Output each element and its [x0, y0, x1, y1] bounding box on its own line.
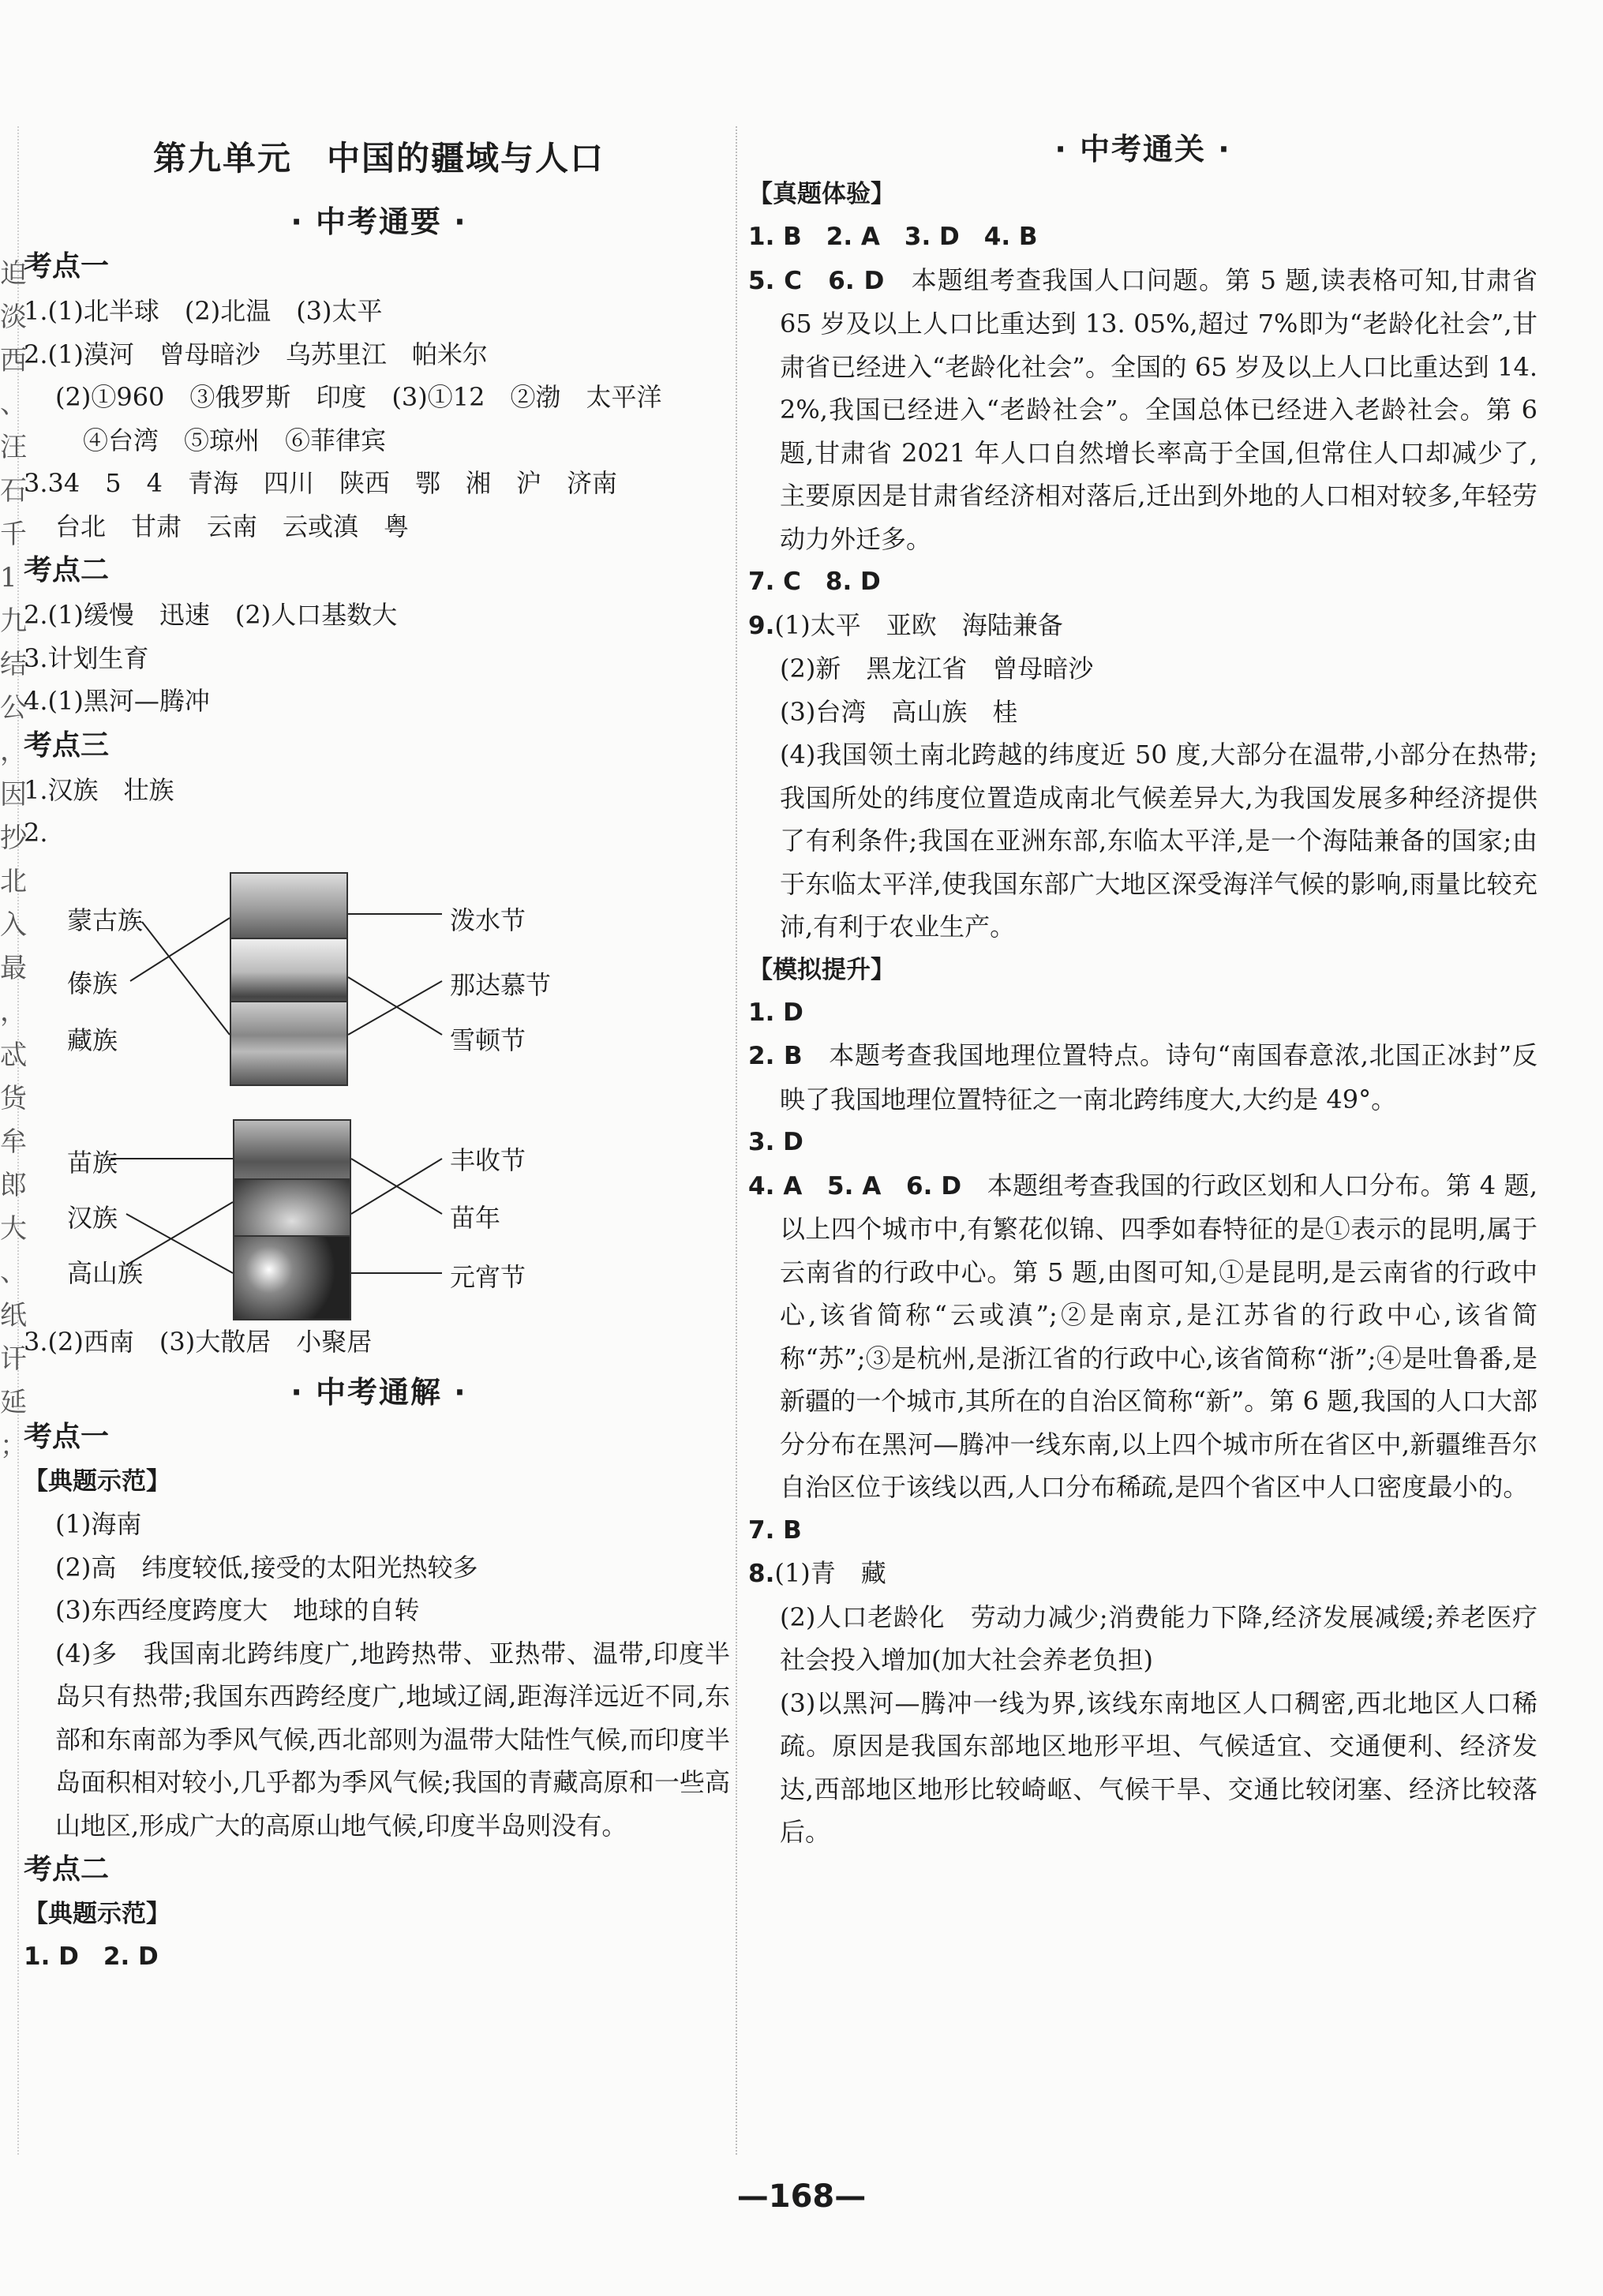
ethnic-gaoshan: 高山族: [67, 1257, 144, 1288]
answer-sub-paragraph: (4)我国领土南北跨越的纬度近 50 度,大部分在温带,小部分在热带;我国所处的纬度位置造成南北气候差异大,为我国发展多种经济提供了有利条件;我国在亚洲东部,东临太平洋,是一个海陆兼备的国家;由于东临太平洋,使我国东部广大地区深受海洋气候的影响,雨量比较充沛,有利于农业生产。: [780, 740, 1537, 942]
edge-char: 公: [0, 692, 27, 724]
edge-char: 讦: [0, 1343, 27, 1375]
festival-harvest: 丰收节: [450, 1144, 526, 1175]
section-title-tongguan: · 中考通关 ·: [1054, 132, 1231, 167]
k2-line: 4.(1)黑河—腾冲: [24, 686, 210, 716]
k3-line: 1.汉族 壮族: [24, 774, 174, 805]
edge-char: 结: [0, 649, 27, 680]
edge-char: 货: [0, 1083, 27, 1114]
festival-naadam: 那达慕节: [450, 969, 552, 1000]
answer-line: 7. C 8. D: [748, 567, 881, 596]
photo-shoton-festival: [230, 1001, 348, 1086]
answer-number: 5. C 6. D: [748, 266, 885, 295]
answer-sub: (3)台湾 高山族 桂: [780, 696, 1018, 727]
edge-char: 郎: [0, 1170, 27, 1201]
edge-char: 迫: [0, 258, 27, 290]
ethnic-han: 汉族: [67, 1202, 118, 1233]
answer-sub: (2)新 黑龙江省 曾母暗沙: [780, 654, 1094, 684]
edge-char: 淡: [0, 302, 27, 333]
k3-line: 2.: [24, 818, 48, 848]
kaodian-2-heading: 考点二: [24, 554, 110, 586]
answer-line: 1. B 2. A 3. D 4. B: [748, 223, 1038, 251]
edge-char: ；: [0, 1430, 27, 1462]
answer-paragraph: [748, 259, 1537, 561]
edge-char: 西: [0, 345, 27, 376]
answer-sub: (1)太平 亚欧 海陆兼备: [774, 609, 1063, 640]
edge-char: 、: [0, 388, 27, 420]
bracket-heading: 【真题体验】: [748, 180, 895, 208]
answer-sub-paragraph: (2)人口老龄化 劳动力减少;消费能力下降,经济发展减缓;养老医疗社会投入增加(加大社会养老负担): [780, 1601, 1537, 1675]
example-line: (1)海南: [55, 1509, 142, 1539]
edge-char: 忒: [0, 1039, 27, 1071]
k2-line: 3.计划生育: [24, 642, 149, 673]
answer-explanation: 本题考查我国地理位置特点。诗句“南国春意浓,北国正冰封”反映了我国地理位置特征之一南北跨纬度大,大约是 49°。: [780, 1040, 1537, 1114]
k3-line: 3.(2)西南 (3)大散居 小聚居: [24, 1326, 373, 1357]
edge-char: ，: [0, 996, 27, 1028]
kaodian-1-heading: 考点一: [24, 250, 110, 283]
kaodian-2b-heading: 考点二: [24, 1853, 110, 1886]
answer-line: [748, 1552, 1537, 1596]
k1-line: 3.34 5 4 青海 四川 陕西 鄂 湘 沪 济南: [24, 468, 617, 498]
festival-lantern: 元宵节: [450, 1261, 526, 1292]
example-paragraph: (4)多 我国南北跨纬度广,地跨热带、亚热带、温带,印度半岛只有热带;我国东西跨经度广,地域辽阔,距海洋远近不同,东部和东南部为季风气候,西北部则为温带大陆性气候,而印度半岛面积相对较小,几乎都为季风气候;我国的青藏高原和一些高山地区,形成广大的高原山地气候,印度半岛则没有。: [55, 1638, 730, 1841]
edge-char: 大: [0, 1213, 27, 1245]
answer-number: 9.: [748, 611, 775, 640]
photo-lantern-festival: [233, 1235, 351, 1320]
answer-number: 4. A 5. A 6. D: [748, 1171, 962, 1200]
ethnic-tibetan: 藏族: [67, 1024, 118, 1055]
edge-char: ，: [0, 736, 27, 767]
edge-char: 最: [0, 953, 27, 984]
cut-off-edge-text: [0, 253, 27, 1468]
kaodian-1b-heading: 考点一: [24, 1421, 110, 1453]
answer-sub-paragraph: (3)以黑河—腾冲一线为界,该线东南地区人口稠密,西北地区人口稀疏。原因是我国东部地区地形平坦、气候适宜、交通便利、经济发达,西部地区地形比较崎岖、气候干旱、交通比较闭塞、经济比较落后。: [780, 1687, 1537, 1847]
k1-line: 台北 甘肃 云南 云或滇 粤: [55, 511, 410, 541]
k2-line: 2.(1)缓慢 迅速 (2)人口基数大: [24, 600, 398, 630]
page-number: —168—: [736, 2178, 867, 2215]
edge-char: 因: [0, 779, 27, 811]
answer-paragraph: [748, 1034, 1537, 1121]
edge-char: 牟: [0, 1126, 27, 1158]
edge-char: 1: [0, 562, 17, 594]
answer-number: 8.: [748, 1560, 775, 1588]
edge-char: 纸: [0, 1300, 27, 1332]
festival-water-splashing: 泼水节: [450, 905, 526, 935]
unit-title: 第九单元 中国的疆域与人口: [152, 139, 605, 178]
edge-char: 千: [0, 519, 27, 550]
k1-line: ④台湾 ⑤琼州 ⑥菲律宾: [83, 425, 387, 455]
bracket-heading: 【典题示范】: [24, 1467, 170, 1496]
ethnic-festival-matching-diagram: [24, 855, 734, 1439]
answer-number: 2. B: [748, 1042, 803, 1070]
edge-char: 、: [0, 1257, 27, 1288]
edge-char: 入: [0, 909, 27, 941]
answer-line: 1. D: [748, 998, 803, 1027]
example-line: (3)东西经度跨度大 地球的自转: [55, 1595, 420, 1625]
kaodian-3-heading: 考点三: [24, 729, 110, 762]
answer-line: [748, 604, 1537, 648]
right-column: [748, 118, 1537, 1854]
bracket-heading: 【典题示范】: [24, 1900, 170, 1928]
ethnic-miao: 苗族: [67, 1147, 118, 1178]
answer-line: 1. D 2. D: [24, 1942, 159, 1971]
section-title-tongjie: · 中考通解 ·: [290, 1375, 467, 1410]
answer-explanation: 本题组考查我国的行政区划和人口分布。第 4 题,以上四个城市中,有繁花似锦、四季如春特征的是①表示的昆明,属于云南省的行政中心。第 5 题,由图可知,①是昆明,是云南省的行政中心,该省简称“云或滇”;②是南京,是江苏省的行政中心,该省简称“苏”;③是杭州,是浙江省的行政中心,该省简称“浙”;④是吐鲁番,是新疆的一个城市,其所在的自治区简称“新”。第 6 题,我国的人口大部分分布在黑河—腾冲一线东南,以上四个城市所在省区中,新疆维吾尔自治区位于该线以西,人口分布稀疏,是四个省区中人口密度最小的。: [780, 1170, 1537, 1502]
bracket-heading: 【模拟提升】: [748, 955, 895, 984]
edge-char: 九: [0, 605, 27, 637]
k1-line: 1.(1)北半球 (2)北温 (3)太平: [24, 296, 383, 326]
matching-lines: [24, 855, 734, 1439]
k1-line: 2.(1)漠河 曾母暗沙 乌苏里江 帕米尔: [24, 339, 488, 369]
edge-char: 北: [0, 866, 27, 897]
answer-line: 3. D: [748, 1128, 803, 1156]
answer-paragraph: [748, 1164, 1537, 1509]
ethnic-dai: 傣族: [67, 968, 118, 998]
answer-explanation: 本题组考查我国人口问题。第 5 题,读表格可知,甘肃省 65 岁及以上人口比重达到 13. 05%,超过 7%即为“老龄化社会”,甘肃省已经进入“老龄化社会”。全国的 65 岁及以上人口比重达到 14. 2%,我国已经进入“老龄社会”。全国总体已经进入老龄社会。第 6 题,甘肃省 2021 年人口自然增长率高于全国,但常住人口却减少了,主要原因是甘肃省经济相对落后,迁出到外地的人口相对较多,年轻劳动力外迁多。: [780, 264, 1537, 554]
edge-char: 延: [0, 1387, 27, 1418]
column-divider: [736, 126, 737, 2155]
left-column: [24, 118, 734, 1979]
edge-char: 石: [0, 475, 27, 507]
ethnic-mongol: 蒙古族: [67, 905, 144, 935]
edge-char: 汪: [0, 432, 27, 463]
k1-line: (2)①960 ③俄罗斯 印度 (3)①12 ②渤 太平洋: [55, 382, 662, 412]
match-line: [142, 922, 230, 1035]
answer-line: 7. B: [748, 1515, 802, 1545]
answer-sub: (1)青 藏: [774, 1558, 886, 1588]
festival-miao-new-year: 苗年: [450, 1202, 501, 1233]
edge-char: 抄: [0, 822, 27, 854]
section-title-tongyao: · 中考通要 ·: [290, 204, 467, 239]
example-line: (2)高 纬度较低,接受的太阳光热较多: [55, 1552, 478, 1582]
festival-shoton: 雪顿节: [450, 1024, 526, 1055]
